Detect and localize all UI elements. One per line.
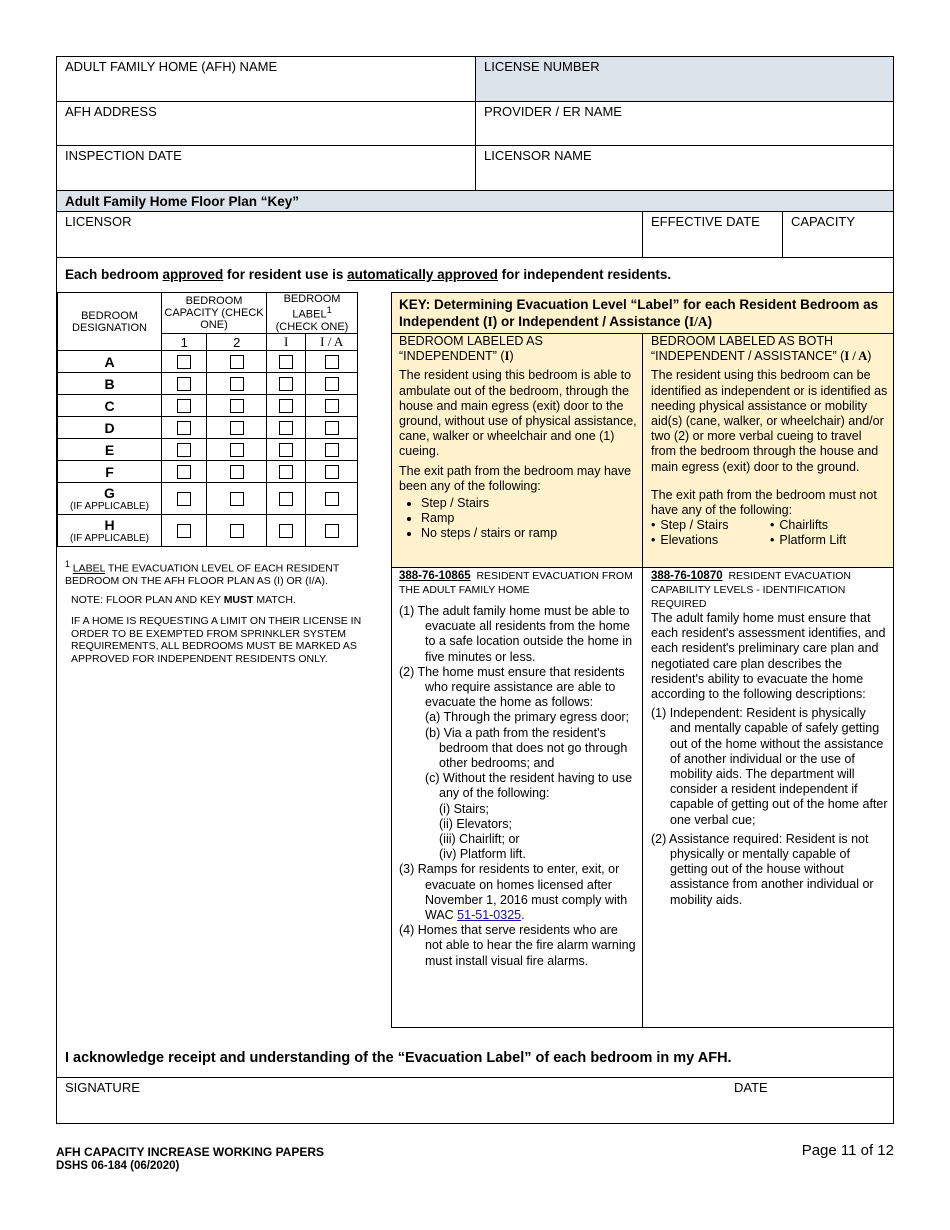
wac-left <box>399 569 636 969</box>
table-row <box>58 373 358 395</box>
bedroom-letter: F <box>105 463 114 480</box>
checkbox-cap2-f[interactable] <box>230 465 244 479</box>
if-applicable-note: (IF APPLICABLE) <box>70 533 149 544</box>
col-label <box>267 293 358 334</box>
bedroom-table <box>57 292 358 547</box>
afh-name-label: ADULT FAMILY HOME (AFH) NAME <box>65 59 278 74</box>
col-label-text: BEDROOM LABEL <box>283 293 341 321</box>
afh-address-label: AFH ADDRESS <box>65 104 157 119</box>
bedroom-letter: C <box>104 397 115 414</box>
wac-left-item-2a: (a) Through the primary egress door; <box>425 710 630 725</box>
independent-column <box>399 334 637 542</box>
checkbox-cap1-g[interactable] <box>177 492 191 506</box>
key-title-a: KEY: Determining Evacuation Level “Label” for each Resident Bedroom as Independent ( <box>399 297 879 329</box>
wac-column-divider <box>642 567 643 1028</box>
approval-part4: automatically approved <box>347 267 498 282</box>
assistance-heading <box>651 334 889 364</box>
checkbox-ia-h[interactable] <box>325 524 339 538</box>
provider-name-field[interactable] <box>475 101 894 146</box>
assistance-exit-path: The exit path from the bedroom must not have any of the following: <box>651 487 877 518</box>
key-title <box>399 296 889 330</box>
checkbox-ia-c[interactable] <box>325 399 339 413</box>
col-designation <box>58 293 162 351</box>
match-note-a: NOTE: FLOOR PLAN AND KEY <box>71 594 224 606</box>
match-note <box>71 594 371 607</box>
wac-left-item-2c-iii: (iii) Chairlift; or <box>439 832 520 847</box>
bedroom-letter: H <box>104 517 115 533</box>
list-item: • Ramp <box>421 511 637 526</box>
label-footnote <box>65 558 365 588</box>
effective-date-field[interactable] <box>642 211 783 258</box>
wac-left-item-1: (1) The adult family home must be able to evacuate all residents from the home to a safe location outside the home in five minutes or less. <box>399 604 633 664</box>
list-item: • Step / Stairs <box>651 518 770 533</box>
key-title-c: ) <box>707 314 713 329</box>
checkbox-ia-a[interactable] <box>325 355 339 369</box>
approval-part2: approved <box>162 267 224 282</box>
provider-name-label: PROVIDER / ER NAME <box>484 104 622 119</box>
list-item: • Step / Stairs <box>421 496 637 511</box>
independent-exit-path: The exit path from the bedroom may have been any of the following: <box>399 463 632 493</box>
license-number-label: LICENSE NUMBER <box>484 59 600 74</box>
wac-right-intro: The adult family home must ensure that each resident's assessment identifies, and each resident's preliminary care plan and negotiated care plan describes the resident's ability to evacuate the home according to the following descriptions: <box>651 611 886 702</box>
afh-address-field[interactable] <box>56 101 476 146</box>
table-row <box>58 461 358 483</box>
if-applicable-note: (IF APPLICABLE) <box>70 501 149 512</box>
checkbox-ia-f[interactable] <box>325 465 339 479</box>
bedroom-letter: G <box>104 485 115 501</box>
wac-left-code: 388-76-10865 <box>399 570 471 582</box>
wac-link[interactable]: 51-51-0325 <box>457 908 522 923</box>
list-item: • Elevations <box>651 533 770 548</box>
checkbox-cap2-d[interactable] <box>230 421 244 435</box>
assistance-heading-ia: I / A <box>844 349 868 364</box>
table-row <box>58 515 358 547</box>
approval-part1: Each bedroom <box>65 267 163 282</box>
key-title-b: ) or Independent / Assistance ( <box>492 314 689 329</box>
licensor-name-label: LICENSOR NAME <box>484 148 592 163</box>
form-number: DSHS 06-184 (06/2020) <box>56 1160 180 1172</box>
acknowledgement-statement: I acknowledge receipt and understanding of the “Evacuation Label” of each bedroom in my AFH. <box>65 1050 732 1066</box>
checkbox-cap2-g[interactable] <box>230 492 244 506</box>
checkbox-i-e[interactable] <box>279 443 293 457</box>
checkbox-cap1-e[interactable] <box>177 443 191 457</box>
wac-left-item-2b: (b) Via a path from the resident's bedroom that does not go through other bedrooms; and <box>425 725 628 771</box>
table-row <box>58 483 358 515</box>
capacity-label: CAPACITY <box>791 214 856 229</box>
table-row <box>58 395 358 417</box>
checkbox-cap2-c[interactable] <box>230 399 244 413</box>
independent-heading-b: ) <box>509 349 514 364</box>
match-note-b: MATCH. <box>253 594 296 606</box>
assistance-heading-a: BEDROOM LABELED AS BOTH “INDEPENDENT / ASSISTANCE” ( <box>651 334 845 364</box>
assistance-column <box>651 334 889 549</box>
license-number-field[interactable] <box>475 56 894 102</box>
checkbox-cap2-a[interactable] <box>230 355 244 369</box>
afh-name-field[interactable] <box>56 56 476 102</box>
checkbox-cap1-c[interactable] <box>177 399 191 413</box>
checkbox-i-g[interactable] <box>279 492 293 506</box>
wac-right <box>651 569 889 908</box>
checkbox-cap1-d[interactable] <box>177 421 191 435</box>
footnote-marker: 1 <box>65 559 70 569</box>
assistance-list <box>651 518 889 533</box>
list-item: • Chairlifts <box>770 518 889 533</box>
checkbox-i-c[interactable] <box>279 399 293 413</box>
wac-left-item-3 <box>399 862 636 923</box>
section-title: Adult Family Home Floor Plan “Key” <box>56 190 894 212</box>
independent-heading-a: BEDROOM LABELED AS “INDEPENDENT” ( <box>399 334 543 364</box>
table-row <box>58 417 358 439</box>
wac-left-item-3-text: (3) Ramps for residents to enter, exit, or evacuate on homes licensed after November 1, 2016 must comply with WAC <box>399 862 628 923</box>
page-number: Page 11 of 12 <box>801 1142 894 1159</box>
checkbox-cap2-b[interactable] <box>230 377 244 391</box>
checkbox-ia-e[interactable] <box>325 443 339 457</box>
wac-left-title: RESIDENT EVACUATION FROM THE ADULT FAMILY HOME <box>399 570 633 596</box>
checkbox-i-f[interactable] <box>279 465 293 479</box>
checkbox-cap2-e[interactable] <box>230 443 244 457</box>
assistance-description: The resident using this bedroom can be identified as independent or is identified as needing physical assistance or mobility aid(s) (cane, walker, or wheelchair) and/or two (2) or more verbal cueing to travel from the bedroom through the house and main egress (exit) door to the ground. <box>651 368 888 474</box>
cap-2-header: 2 <box>207 334 267 351</box>
wac-left-item-2c-ii: (ii) Elevators; <box>439 816 512 831</box>
approval-statement <box>65 267 885 282</box>
wac-right-code: 388-76-10870 <box>651 570 723 582</box>
signature-label: SIGNATURE <box>65 1080 140 1095</box>
inspection-date-label: INSPECTION DATE <box>65 148 182 163</box>
checkbox-cap1-a[interactable] <box>177 355 191 369</box>
col-designation-text: BEDROOM DESIGNATION <box>72 309 147 334</box>
list-item: • No steps / stairs or ramp <box>421 526 637 541</box>
checkbox-cap1-b[interactable] <box>177 377 191 391</box>
col-label-sup: 1 <box>326 305 332 316</box>
date-label: DATE <box>734 1080 768 1095</box>
footnote-label-word: LABEL <box>72 562 106 575</box>
label-ia-header: I / A <box>306 334 358 351</box>
table-row <box>58 439 358 461</box>
licensor-field[interactable] <box>56 211 643 258</box>
key-title-ia: I/A <box>688 314 708 329</box>
independent-heading-i: I <box>504 349 510 364</box>
checkbox-i-b[interactable] <box>279 377 293 391</box>
independent-heading <box>399 334 637 364</box>
wac-left-item-2c: (c) Without the resident having to use any of the following: <box>425 771 633 801</box>
match-note-must: MUST <box>223 594 254 606</box>
col-label-sub: (CHECK ONE) <box>275 320 349 333</box>
footnote-text: THE EVACUATION LEVEL OF EACH RESIDENT BEDROOM ON THE AFH FLOOR PLAN AS (I) OR (I/A). <box>65 562 340 587</box>
wac-left-item-2c-iv: (iv) Platform lift. <box>439 847 526 862</box>
checkbox-ia-g[interactable] <box>325 492 339 506</box>
approval-part5: for independent residents. <box>497 267 672 282</box>
licensor-name-field[interactable] <box>475 145 894 191</box>
independent-description: The resident using this bedroom is able to ambulate out of the bedroom, through the house and main egress (exit) door to the ground, without use of physical assistance, cane, walker or wheelchair and one (1) cueing. <box>399 368 637 459</box>
checkbox-i-h[interactable] <box>279 524 293 538</box>
col-capacity <box>162 293 267 334</box>
form-title: AFH CAPACITY INCREASE WORKING PAPERS <box>56 1145 325 1159</box>
assistance-list <box>651 533 889 548</box>
checkbox-cap1-f[interactable] <box>177 465 191 479</box>
cap-1-header: 1 <box>162 334 207 351</box>
key-title-i: I <box>487 314 493 329</box>
table-row <box>58 351 358 373</box>
checkbox-cap2-h[interactable] <box>230 524 244 538</box>
wac-right-item-1: (1) Independent: Resident is physically and mentally capable of safely getting out of the home without the assistance of another individual or the use of mobility aids. The department will consider a resident independent if capable of getting out of the home after one verbal cue; <box>651 706 888 827</box>
wac-right-item-2: (2) Assistance required: Resident is not physically or mentally capable of getting out of the house without assistance from another individual or mobility aids. <box>651 831 874 907</box>
col-capacity-text: BEDROOM CAPACITY (CHECK ONE) <box>164 295 264 331</box>
bedroom-letter: A <box>104 353 115 370</box>
wac-left-item-3-end: . <box>521 908 525 923</box>
inspection-date-field[interactable] <box>56 145 476 191</box>
approval-part3: for resident use is <box>223 267 348 282</box>
wac-right-title: RESIDENT EVACUATION CAPABILITY LEVELS - IDENTIFICATION REQUIRED <box>651 570 851 610</box>
checkbox-ia-b[interactable] <box>325 377 339 391</box>
effective-date-label: EFFECTIVE DATE <box>651 214 760 229</box>
date-field[interactable] <box>726 1078 892 1123</box>
checkbox-i-d[interactable] <box>279 421 293 435</box>
checkbox-ia-d[interactable] <box>325 421 339 435</box>
bedroom-letter: B <box>104 375 115 392</box>
sprinkler-note: IF A HOME IS REQUESTING A LIMIT ON THEIR LICENSE IN ORDER TO BE EXEMPTED FROM SPRINKLER SYSTEM REQUIREMENTS, ALL BEDROOMS MUST BE MARKED AS APPROVED FOR INDEPENDENT RESIDENTS ONLY. <box>71 615 362 665</box>
assistance-heading-b: ) <box>867 349 872 364</box>
licensor-label: LICENSOR <box>65 214 132 229</box>
bedroom-letter: E <box>104 441 115 458</box>
wac-left-item-2c-i: (i) Stairs; <box>439 801 489 816</box>
wac-left-item-4: (4) Homes that serve residents who are not able to hear the fire alarm warning must install visual fire alarms. <box>399 923 636 968</box>
signature-field[interactable] <box>57 1078 717 1123</box>
checkbox-i-a[interactable] <box>279 355 293 369</box>
key-column-divider <box>642 333 643 568</box>
label-i-header: I <box>267 334 306 351</box>
wac-left-item-2: (2) The home must ensure that residents who require assistance are able to evacuate the home as follows: <box>399 664 625 710</box>
list-item: • Platform Lift <box>770 533 889 548</box>
capacity-field[interactable] <box>782 211 894 258</box>
checkbox-cap1-h[interactable] <box>177 524 191 538</box>
bedroom-letter: D <box>104 419 115 436</box>
